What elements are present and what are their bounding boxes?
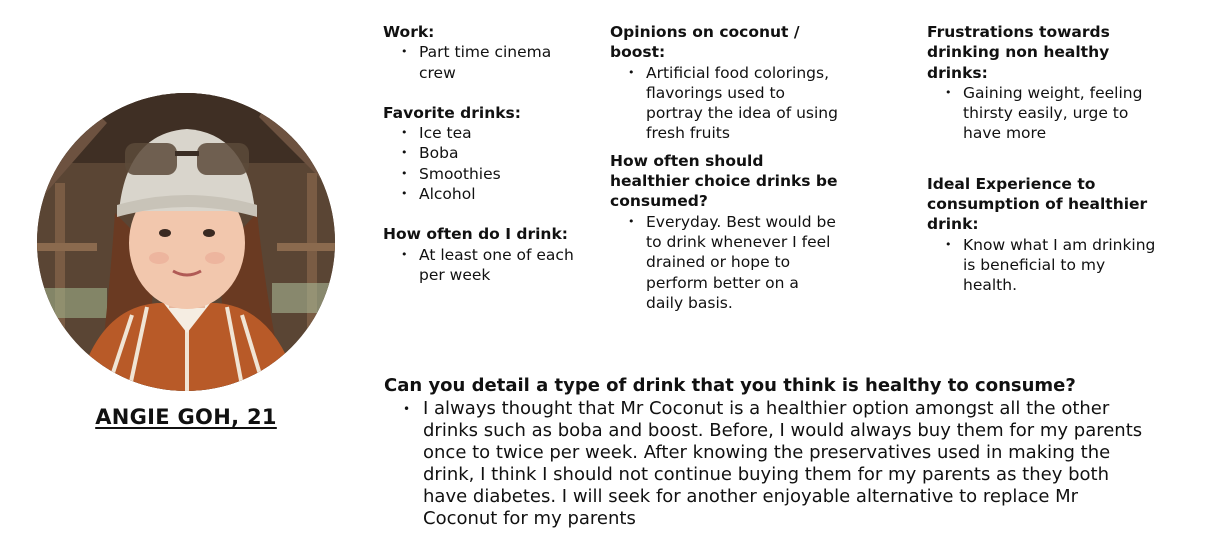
- favorite-drinks-heading: Favorite drinks:: [383, 103, 521, 122]
- work-heading: Work:: [383, 23, 435, 41]
- column-frustrations: [927, 22, 1157, 316]
- frustrations-heading: Frustrations towards drinking non healthy drinks:: [927, 23, 1110, 82]
- list-item: • Smoothies: [419, 164, 583, 184]
- list-item: • Gaining weight, feeling thirsty easily, urge to have more: [963, 83, 1157, 144]
- question-heading: Can you detail a type of drink that you think is healthy to consume?: [384, 375, 1076, 396]
- healthy-drink-question: [384, 374, 1144, 530]
- list-item: • Ice tea: [419, 123, 583, 143]
- persona-name: ANGIE GOH, 21: [95, 405, 277, 429]
- ideal-experience-list: [927, 235, 1157, 296]
- column-background-info: [383, 22, 583, 305]
- opinions-list: [610, 63, 840, 144]
- drink-frequency-heading: How often do I drink:: [383, 225, 568, 244]
- column-opinions: [610, 22, 840, 333]
- list-item: • I always thought that Mr Coconut is a healthier option amongst all the other drinks such as boba and boost. Before, I would always buy them for my parents once to twice per week. After knowing the preservatives used in making the drink, I think I should not continue buying them for my parents as they both have diabetes. I will seek for another enjoyable alternative to replace Mr Coconut for my parents: [423, 398, 1144, 530]
- opinions-heading: Opinions on coconut / boost:: [610, 23, 800, 62]
- persona-photo: [37, 93, 335, 391]
- list-item: • Boba: [419, 143, 583, 163]
- healthier-frequency-heading: How often should healthier choice drinks be consumed?: [610, 151, 838, 211]
- healthier-frequency-list: [610, 212, 840, 313]
- list-item: • Part time cinema crew: [419, 42, 583, 83]
- persona-illustration: [37, 93, 335, 391]
- list-item: • At least one of each per week: [419, 245, 583, 286]
- frustrations-list: [927, 83, 1157, 144]
- list-item: • Everyday. Best would be to drink whenever I feel drained or hope to perform better on a daily basis.: [646, 212, 840, 313]
- drink-frequency-list: [383, 245, 583, 286]
- list-item: • Alcohol: [419, 184, 583, 204]
- work-list: [383, 42, 583, 83]
- list-item: • Know what I am drinking is beneficial to my health.: [963, 235, 1157, 296]
- ideal-experience-heading: Ideal Experience to consumption of healthier drink:: [927, 174, 1148, 234]
- favorite-drinks-list: [383, 123, 583, 204]
- list-item: • Artificial food colorings, flavorings used to portray the idea of using fresh fruits: [646, 63, 840, 144]
- answer-list: [384, 398, 1144, 530]
